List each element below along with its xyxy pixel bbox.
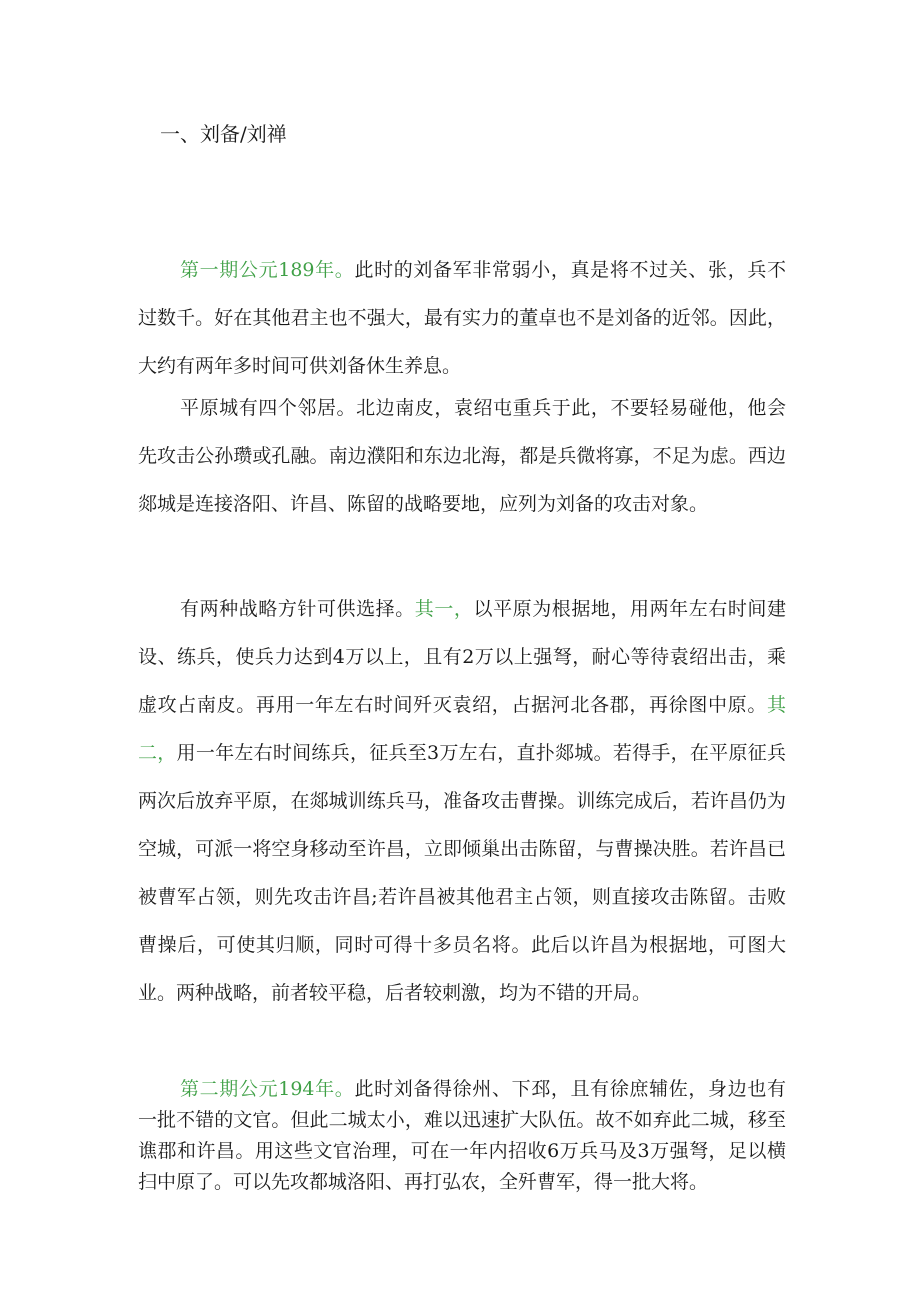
period-two-label: 第二期公元194年。 bbox=[180, 1078, 355, 1100]
paragraph-strategies bbox=[138, 585, 786, 1017]
period-two-text: 此时刘备得徐州、下邳，且有徐庶辅佐，身边也有一批不错的文官。但此二城太小，难以迅速扩大队伍。故不如弃此二城，移至谯郡和许昌。用这些文官治理，可在一年内招收6万兵马及3万强弩，足以横扫中原了。可以先攻都城洛阳、再打弘农，全歼曹军，得一批大将。 bbox=[138, 1078, 786, 1193]
strategy-two-label: 其二， bbox=[138, 694, 786, 764]
paragraph-neighbors bbox=[138, 384, 786, 528]
neighbors-text: 平原城有四个邻居。北边南皮，袁绍屯重兵于此，不要轻易碰他，他会先攻击公孙瓒或孔融。南边濮阳和东边北海，都是兵微将寡，不足为虑。西边郯城是连接洛阳、许昌、陈留的战略要地，应列为刘备的攻击对象。 bbox=[138, 397, 786, 515]
strategies-intro: 有两种战略方针可供选择。 bbox=[180, 598, 415, 620]
period-one-text: 此时的刘备军非常弱小，真是将不过关、张，兵不过数千。好在其他君主也不强大，最有实力的董卓也不是刘备的近邻。因此，大约有两年多时间可供刘备休生养息。 bbox=[138, 259, 786, 377]
section-heading: 一、刘备/刘禅 bbox=[160, 122, 287, 146]
period-one-label: 第一期公元189年。 bbox=[180, 259, 355, 281]
strategy-two-text: 用一年左右时间练兵，征兵至3万左右，直扑郯城。若得手，在平原征兵两次后放弃平原，在郯城训练兵马，准备攻击曹操。训练完成后，若许昌仍为空城，可派一将空身移动至许昌，立即倾巢出击陈留，与曹操决胜。若许昌已被曹军占领，则先攻击许昌;若许昌被其他君主占领，则直接攻击陈留。击败曹操后，可使其归顺，同时可得十多员名将。此后以许昌为根据地，可图大业。两种战略，前者较平稳，后者较刺激，均为不错的开局。 bbox=[138, 742, 786, 1004]
paragraph-period-two bbox=[138, 1074, 786, 1198]
strategy-one-text: 以平原为根据地，用两年左右时间建设、练兵，使兵力达到4万以上，且有2万以上强弩，耐心等待袁绍出击，乘虚攻占南皮。再用一年左右时间歼灭袁绍，占据河北各郡，再徐图中原。 bbox=[138, 598, 786, 716]
strategy-one-label: 其一， bbox=[414, 598, 474, 620]
paragraph-period-one bbox=[138, 246, 786, 390]
